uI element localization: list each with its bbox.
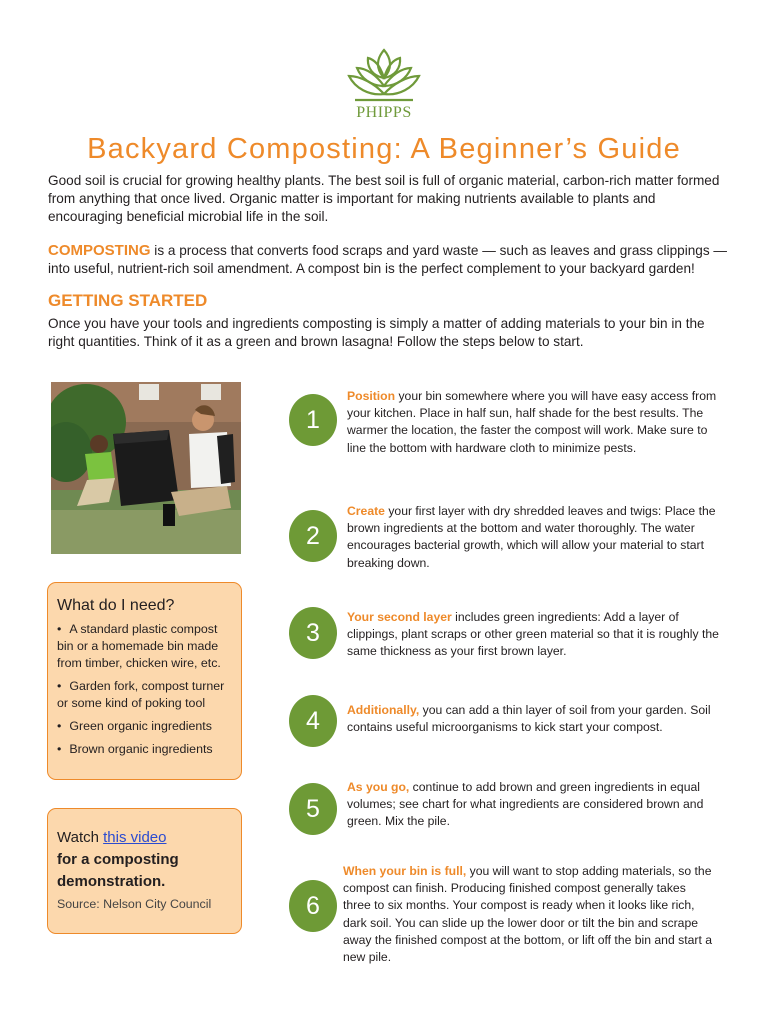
video-caption-line-2: for a composting bbox=[57, 851, 179, 868]
getting-started-text: Once you have your tools and ingredients composting is simply a matter of adding materials to your bin in the right quantities. Think of it as a green and brown lasagna! Follow the steps below to start. bbox=[48, 316, 705, 349]
needs-list bbox=[57, 621, 232, 758]
step-3-text bbox=[347, 609, 719, 661]
needs-box-title: What do I need? bbox=[57, 597, 175, 614]
step-4-lead: Additionally, bbox=[347, 703, 420, 717]
step-5-number: 5 bbox=[289, 783, 337, 835]
video-box bbox=[47, 808, 242, 934]
step-2-text bbox=[347, 503, 719, 572]
step-4-text bbox=[347, 702, 719, 736]
page-title: Backyard Composting: A Beginner’s Guide bbox=[87, 133, 681, 165]
step-2-number: 2 bbox=[289, 510, 337, 562]
step-6-lead: When your bin is full, bbox=[343, 864, 467, 878]
composting-definition bbox=[48, 242, 728, 278]
composting-text: is a process that converts food scraps and yard waste — such as leaves and grass clippings — into useful, nutrient-rich soil amendment. A compost bin is the perfect complement to your backyard garden! bbox=[48, 243, 728, 276]
step-6-body: you will want to stop adding materials, so the compost can finish. Producing finished compost generally takes three to six months. Your compost is ready when it looks like rich, dark soil. You can slide up the lower door or tilt the bin and scrape away the finished compost at the bottom, or lift off the bin and start a new pile. bbox=[343, 864, 712, 965]
step-3-lead: Your second layer bbox=[347, 610, 452, 624]
step-6-number: 6 bbox=[289, 880, 337, 932]
logo-wordmark: PHIPPS bbox=[356, 104, 412, 121]
step-5-body: continue to add brown and green ingredients in equal volumes; see chart for what ingredients are considered brown and green. Mix the pile. bbox=[347, 780, 704, 829]
watch-label: Watch bbox=[57, 829, 99, 846]
step-1-lead: Position bbox=[347, 389, 396, 403]
list-item: • Brown organic ingredients bbox=[57, 741, 232, 758]
step-5-lead: As you go, bbox=[347, 780, 410, 794]
what-do-i-need-box bbox=[47, 582, 242, 780]
list-item: • A standard plastic compost bin or a homemade bin made from timber, chicken wire, etc. bbox=[57, 621, 232, 672]
step-4-body: you can add a thin layer of soil from your garden. Soil contains useful microorganisms to kick start your compost. bbox=[347, 703, 711, 735]
video-source: Source: Nelson City Council bbox=[57, 897, 212, 911]
composting-term: COMPOSTING bbox=[48, 242, 151, 259]
composting-photo bbox=[51, 382, 241, 554]
step-3-body: includes green ingredients: Add a layer of clippings, plant scraps or other green material so that it is roughly the same thickness as your first brown layer. bbox=[347, 610, 719, 659]
step-2-lead: Create bbox=[347, 504, 385, 518]
lotus-emblem-icon bbox=[343, 46, 425, 106]
step-1-text bbox=[347, 388, 719, 457]
video-link[interactable]: this video bbox=[103, 829, 167, 846]
video-caption-line-3: demonstration. bbox=[57, 873, 166, 890]
watch-line bbox=[57, 827, 232, 849]
intro-paragraph: Good soil is crucial for growing healthy plants. The best soil is full of organic material, carbon-rich matter formed from anything that once lived. Organic matter is important for making nutrients available to plants and encouraging beneficial microbial life in the soil. bbox=[48, 173, 720, 224]
step-2-body: your first layer with dry shredded leaves and twigs: Place the brown ingredients at the bottom and water thoroughly. The water encourages bacterial growth, which will allow your material to start breaking down. bbox=[347, 504, 716, 570]
step-5-text bbox=[347, 779, 719, 831]
getting-started-heading: GETTING STARTED bbox=[48, 291, 208, 310]
list-item: • Garden fork, compost turner or some kind of poking tool bbox=[57, 678, 232, 712]
step-1-body: your bin somewhere where you will have easy access from your kitchen. Place in half sun, half shade for the best results. The warmer the location, the faster the compost will work. Make sure to line the bottom with hardware cloth to minimize pests. bbox=[347, 389, 717, 455]
list-item: • Green organic ingredients bbox=[57, 718, 232, 735]
step-1-number: 1 bbox=[289, 394, 337, 446]
step-6-text bbox=[343, 863, 715, 966]
phipps-logo bbox=[343, 46, 425, 124]
step-4-number: 4 bbox=[289, 695, 337, 747]
step-3-number: 3 bbox=[289, 607, 337, 659]
